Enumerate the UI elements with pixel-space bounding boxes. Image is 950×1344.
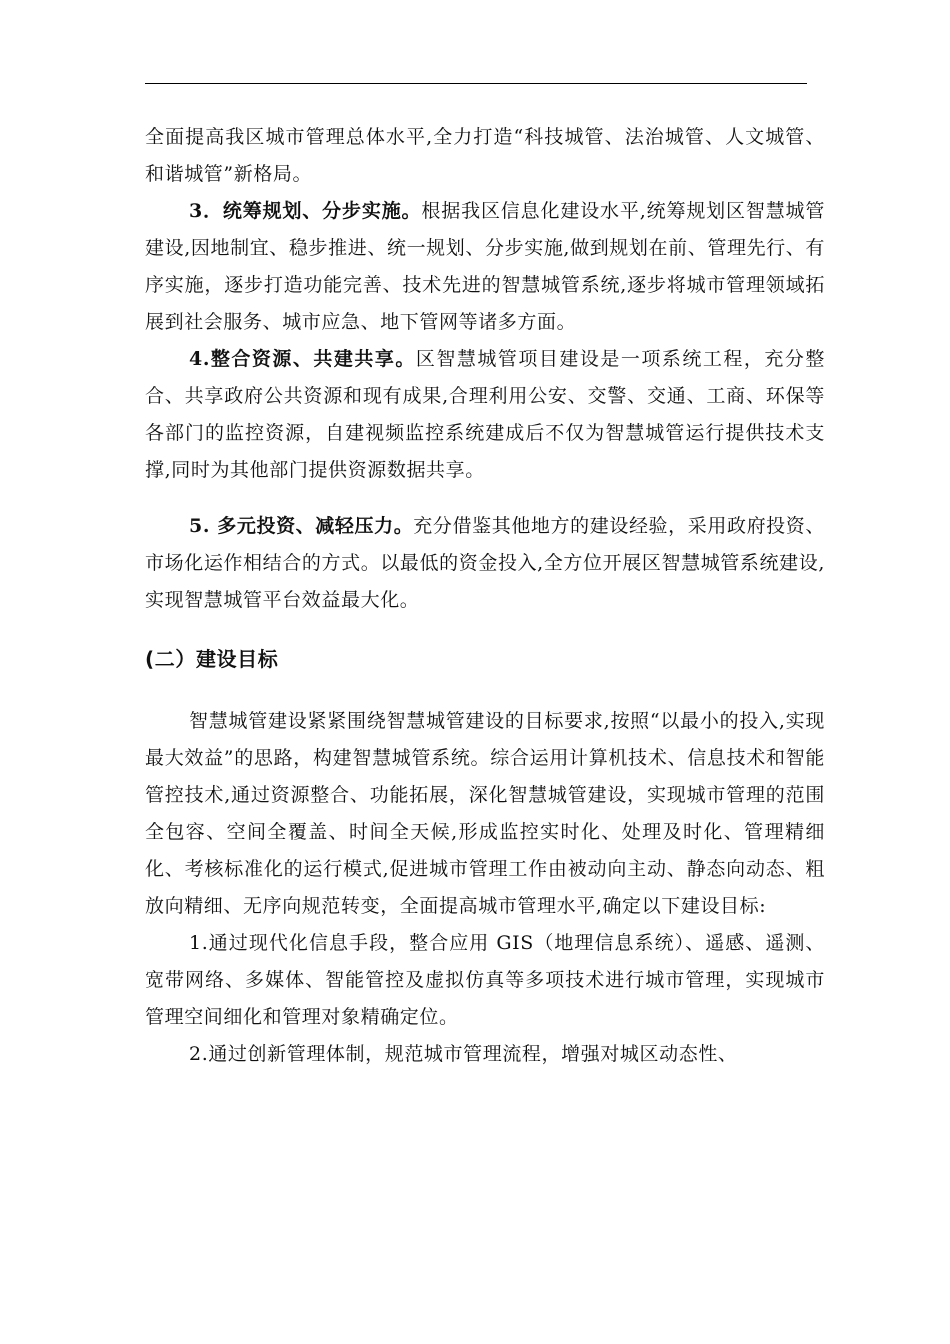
paragraph-0: 全面提高我区城市管理总体水平,全力打造“科技城管、法治城管、人文城管、和谐城管”新格局。 (145, 126, 825, 185)
paragraph-3-text: 充分借鉴其他地方的建设经验，采用政府投资、市场化运作相结合的方式。以最低的资金投入,全方位开展区智慧城管系统建设,实现智慧城管平台效益最大化。 (145, 515, 825, 611)
header-rule (145, 83, 807, 84)
paragraph-4: 智慧城管建设紧紧围绕智慧城管建设的目标要求,按照“以最小的投入,实现最大效益”的思路，构建智慧城管系统。综合运用计算机技术、信息技术和智能管控技术,通过资源整合、功能拓展，深化智慧城管建设，实现城市管理的范围全包容、空间全覆盖、时间全天候,形成监控实时化、处理及时化、管理精细化、考核标准化的运行模式,促进城市管理工作由被动向主动、静态向动态、粗放向精细、无序向规范转变，全面提高城市管理水平,确定以下建设目标: (145, 710, 825, 917)
paragraph-2 (145, 341, 825, 489)
paragraph-1-title: 3．统筹规划、分步实施。 (189, 200, 422, 222)
section-heading: (二）建设目标 (145, 647, 279, 671)
paragraph-3-title: 5. 多元投资、减轻压力。 (189, 515, 414, 537)
paragraph-5: 1.通过现代化信息手段，整合应用 GIS（地理信息系统）、遥感、遥测、宽带网络、多媒体、智能管控及虚拟仿真等多项技术进行城市管理，实现城市管理空间细化和管理对象精确定位。 (145, 932, 825, 1028)
document-body (145, 119, 825, 1073)
paragraph-2-title: 4.整合资源、共建共享。 (189, 348, 416, 370)
paragraph-2-text: 区智慧城管项目建设是一项系统工程，充分整合、共享政府公共资源和现有成果,合理利用公安、交警、交通、工商、环保等各部门的监控资源，自建视频监控系统建成后不仅为智慧城管运行提供技术支撑,同时为其他部门提供资源数据共享。 (145, 348, 825, 481)
paragraph-3 (145, 508, 825, 619)
paragraph-1-text: 根据我区信息化建设水平,统筹规划区智慧城管建设,因地制宜、稳步推进、统一规划、分步实施,做到规划在前、管理先行、有序实施，逐步打造功能完善、技术先进的智慧城管系统,逐步将城市管理领域拓展到社会服务、城市应急、地下管网等诸多方面。 (145, 200, 826, 333)
paragraph-1 (145, 193, 825, 341)
paragraph-6: 2.通过创新管理体制，规范城市管理流程，增强对城区动态性、 (189, 1043, 738, 1065)
